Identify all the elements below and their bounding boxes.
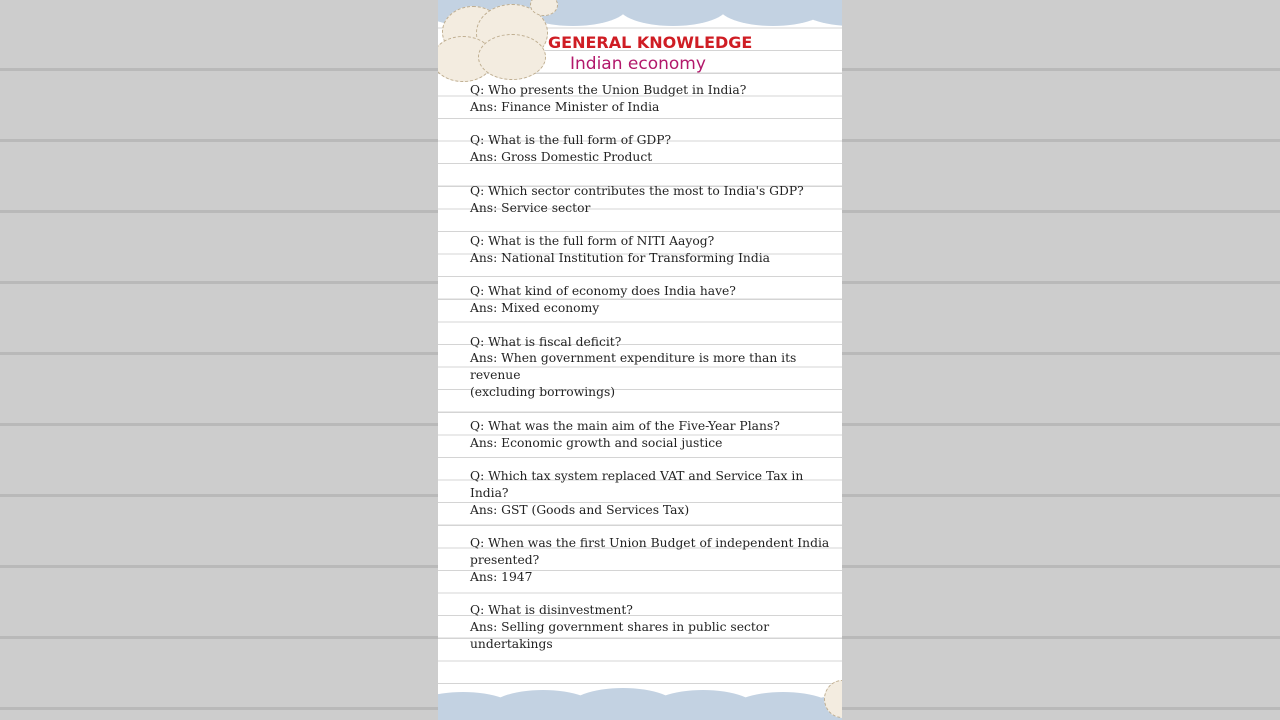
page-subtitle: Indian economy [570, 54, 706, 74]
qa-item [470, 535, 840, 586]
question-text: Q: Which tax system replaced VAT and Service Tax in India? [470, 469, 808, 500]
answer-text: Ans: 1947 [470, 570, 533, 585]
quiz-card [438, 0, 842, 720]
answer-text: Ans: Mixed economy [470, 301, 600, 316]
answer-text: Ans: Service sector [470, 200, 591, 215]
question-text: Q: What was the main aim of the Five-Year Plans? [470, 418, 780, 433]
qa-item [470, 132, 840, 166]
question-text: Q: Who presents the Union Budget in India? [470, 83, 747, 97]
answer-text: Ans: Economic growth and social justice [470, 435, 723, 450]
question-text: Q: Which sector contributes the most to India's GDP? [470, 183, 804, 198]
qa-item [470, 82, 840, 116]
qa-item [470, 183, 840, 217]
qa-item [470, 418, 840, 452]
bottom-wave-decoration [438, 688, 842, 720]
qa-list [470, 82, 840, 670]
page-title: GENERAL KNOWLEDGE [548, 33, 753, 52]
question-text: Q: What is disinvestment? [470, 603, 633, 618]
question-text: Q: When was the first Union Budget of independent India presented? [470, 536, 830, 568]
question-text: Q: What kind of economy does India have? [470, 284, 736, 299]
question-text: Q: What is the full form of NITI Aayog? [470, 233, 715, 248]
answer-text: Ans: Selling government shares in public sector undertakings [470, 620, 774, 652]
answer-text: Ans: When government expenditure is more than its revenue (excluding borrowings) [470, 351, 797, 400]
answer-text: Ans: GST (Goods and Services Tax) [470, 502, 690, 517]
qa-item [470, 468, 840, 519]
qa-item [470, 283, 840, 317]
qa-item [470, 233, 840, 267]
qa-item [470, 602, 840, 653]
qa-item [470, 334, 840, 402]
answer-text: Ans: National Institution for Transforming India [470, 250, 770, 265]
answer-text: Ans: Gross Domestic Product [470, 150, 653, 165]
question-text: Q: What is the full form of GDP? [470, 133, 672, 148]
question-text: Q: What is fiscal deficit? [470, 334, 622, 349]
answer-text: Ans: Finance Minister of India [470, 99, 660, 114]
